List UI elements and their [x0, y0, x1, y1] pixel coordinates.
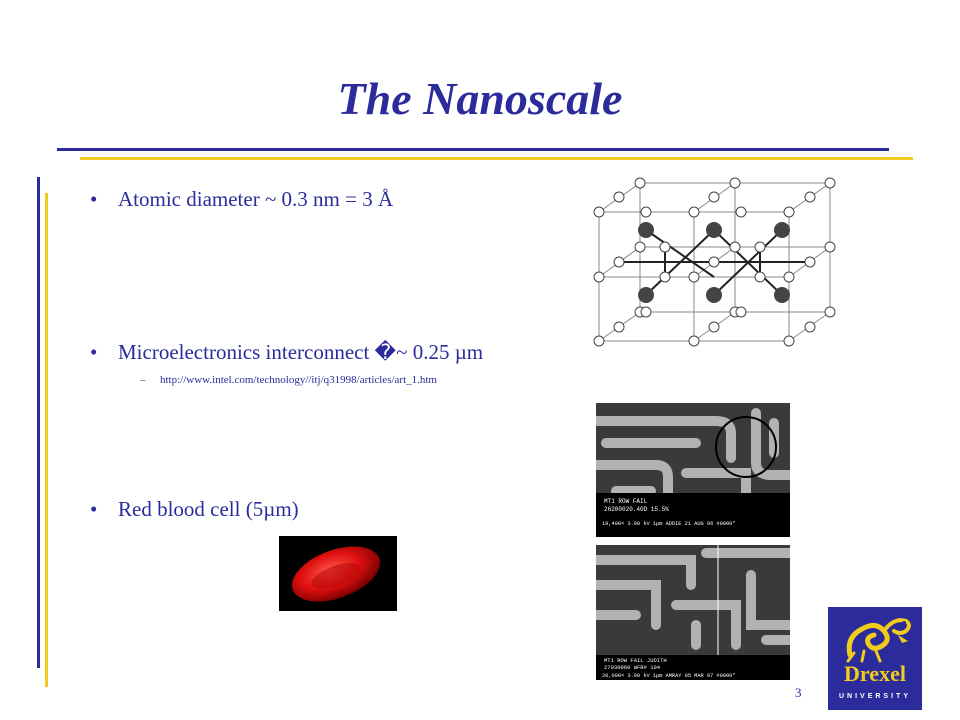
intel-link[interactable]: http://www.intel.com/technology//itj/q31998/articles/art_1.htm	[160, 374, 437, 386]
sem-micrograph-1	[596, 403, 790, 537]
left-bar-gold	[45, 193, 48, 687]
title-divider-gold	[80, 157, 913, 160]
drexel-logo	[828, 607, 922, 710]
red-blood-cell-image	[279, 536, 397, 611]
bullet-marker: •	[90, 187, 98, 211]
crystal-lattice-image	[590, 175, 842, 353]
sem1-caption-line2: 26200020.40D 15.5%	[604, 506, 669, 513]
sem1-caption-line1: MT1 ROW FAIL	[604, 498, 648, 505]
bullet-marker: •	[90, 340, 98, 364]
logo-subtitle: UNIVERSITY	[838, 693, 911, 700]
sem2-caption-line1: MT1 ROW FAIL JUDITH	[604, 657, 667, 664]
page-number: 3	[795, 685, 802, 700]
sem2-caption-line2: 27030060 WFR# 104	[604, 664, 661, 671]
bullet-atomic-diameter: Atomic diameter ~ 0.3 nm = 3 Å	[118, 187, 394, 211]
sub-bullet-dash: –	[140, 374, 146, 386]
bullet-interconnect: Microelectronics interconnect �~ 0.25 µm	[118, 340, 484, 364]
sem2-scale-text: 20,000× 3.00 kV 1µm AMRAY 05 MAR 97 #0000*	[602, 673, 736, 679]
title-divider-navy	[57, 148, 889, 151]
sem-micrograph-2	[596, 545, 790, 680]
left-bar-navy	[37, 177, 40, 668]
bullet-red-blood-cell: Red blood cell (5µm)	[118, 497, 299, 521]
sem1-scale-text: 19,400× 3.00 kV 1µm ADDIE 21 AUG 96 #0000*	[602, 521, 736, 527]
logo-name: Drexel	[844, 661, 906, 686]
slide-title: The Nanoscale	[337, 73, 623, 124]
bullet-marker: •	[90, 497, 98, 521]
